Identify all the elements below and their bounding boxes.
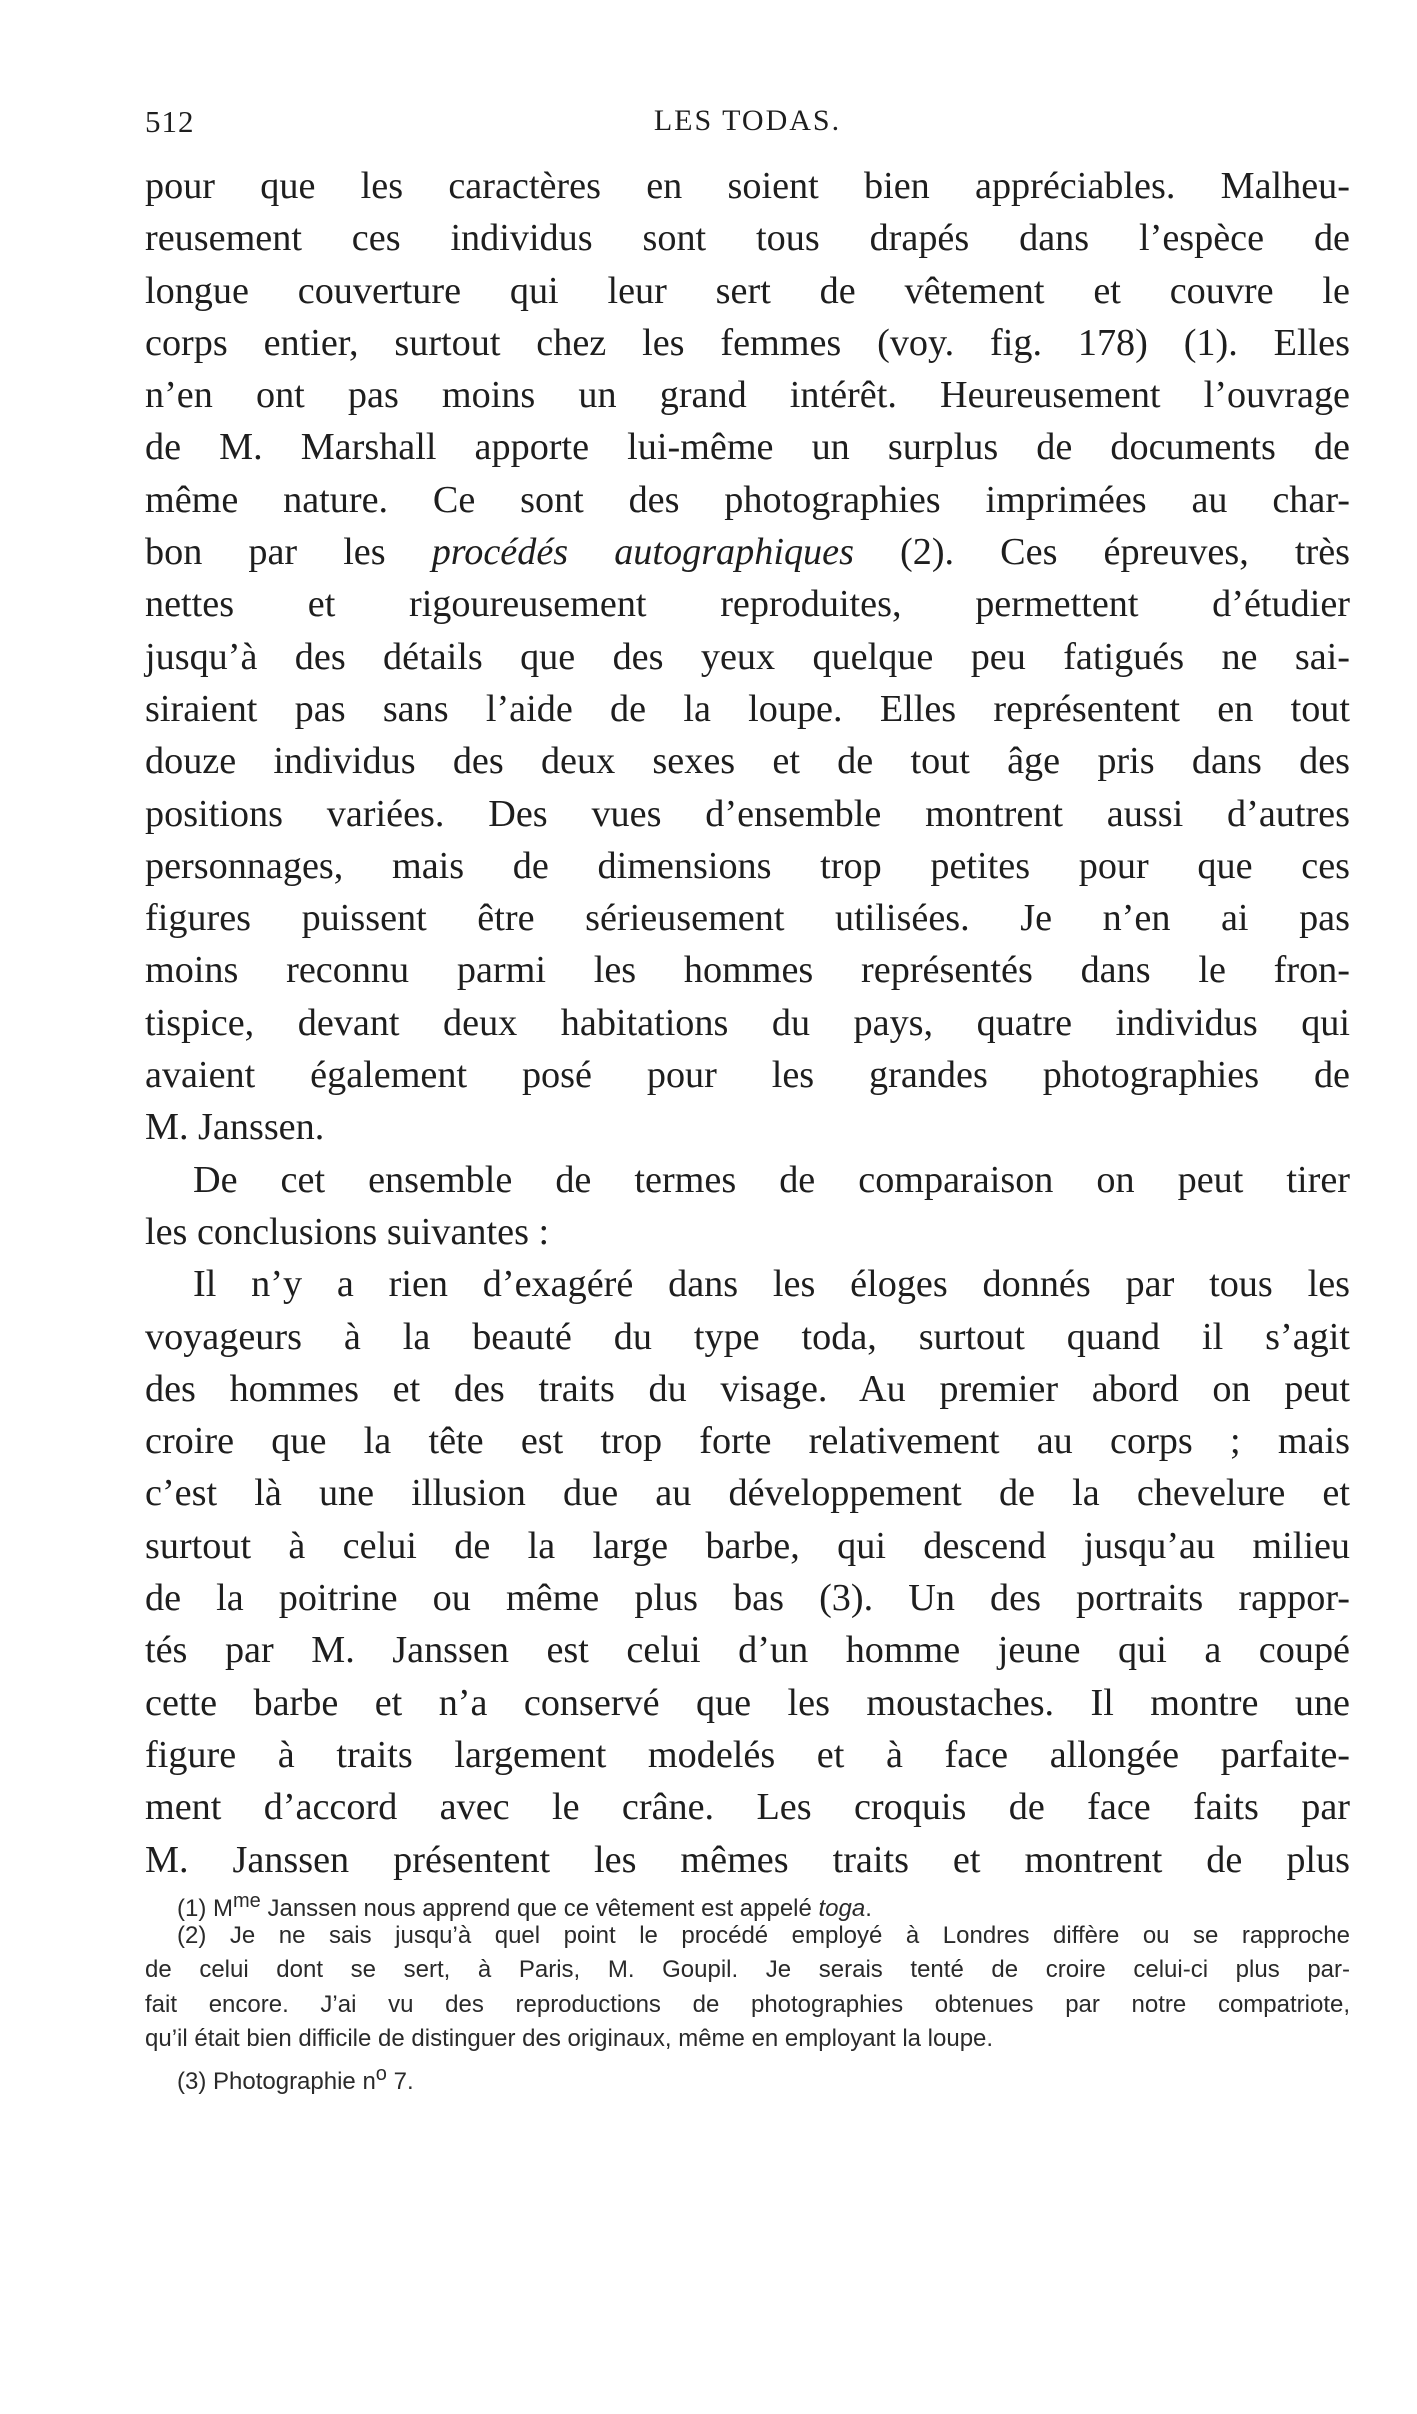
text-line: siraient pas sans l’aide de la loupe. Elles représentent en tout	[145, 687, 1350, 730]
text-line: figures puissent être sérieusement utilisées. Je n’en ai pas	[145, 897, 1350, 940]
text-line: pour que les caractères en soient bien appréciables. Malheu-	[145, 165, 1350, 207]
text-fragment: (2). Ces épreuves, très	[853, 531, 1351, 574]
text-line: M. Janssen présentent les mêmes traits et montrent de plus	[145, 1838, 1350, 1881]
text-line: c’est là une illusion due au développement de la chevelure et	[145, 1472, 1350, 1515]
footnote-1	[145, 1884, 1350, 1922]
text-line: figure à traits largement modelés et à face allongée parfaite-	[145, 1733, 1350, 1776]
text-line: personnages, mais de dimensions trop petites pour que ces	[145, 844, 1350, 887]
superscript: o	[375, 2062, 387, 2085]
text-line: tés par M. Janssen est celui d’un homme jeune qui a coupé	[145, 1629, 1350, 1672]
text-line: les conclusions suivantes :	[145, 1210, 550, 1253]
text-line: positions variées. Des vues d’ensemble montrent aussi d’autres	[145, 792, 1350, 835]
text-line: reusement ces individus sont tous drapés dans l’espèce de	[145, 217, 1350, 260]
text-line: nettes et rigoureusement reproduites, permettent d’étudier	[145, 583, 1350, 626]
text-line: de la poitrine ou même plus bas (3). Un des portraits rappor-	[145, 1577, 1350, 1620]
text-line: croire que la tête est trop forte relativement au corps ; mais	[145, 1420, 1350, 1463]
text-fragment: (1) M	[177, 1895, 233, 1922]
text-line: jusqu’à des détails que des yeux quelque peu fatigués ne sai-	[145, 635, 1350, 678]
footnotes	[145, 1884, 1350, 2095]
text-line: surtout à celui de la large barbe, qui descend jusqu’au milieu	[145, 1524, 1350, 1567]
text-line: cette barbe et n’a conservé que les moustaches. Il montre une	[145, 1681, 1350, 1724]
text-line: ment d’accord avec le crâne. Les croquis de face faits par	[145, 1786, 1350, 1829]
text-line: douze individus des deux sexes et de tout âge pris dans des	[145, 740, 1350, 783]
text-line: corps entier, surtout chez les femmes (voy. fig. 178) (1). Elles	[145, 321, 1350, 364]
text-fragment: .	[865, 1895, 872, 1922]
footnote-3	[145, 2057, 1350, 2095]
footnote-2-line: de celui dont se sert, à Paris, M. Goupil. Je serais tenté de croire celui-ci plus par-	[145, 1956, 1350, 1983]
text-line: M. Janssen.	[145, 1106, 325, 1149]
text-fragment: 7.	[386, 2067, 414, 2095]
text-fragment: Janssen nous apprend que ce vêtement est appelé	[260, 1895, 819, 1922]
text-fragment: (3) Photographie n	[177, 2067, 376, 2095]
text-line: n’en ont pas moins un grand intérêt. Heureusement l’ouvrage	[145, 374, 1350, 417]
italic-term: toga	[818, 1895, 866, 1922]
footnote-2-line: qu’il était bien difficile de distinguer des originaux, même en employant la loupe.	[145, 2025, 994, 2052]
text-line: des hommes et des traits du visage. Au premier abord on peut	[145, 1367, 1350, 1410]
text-line: Il n’y a rien d’exagéré dans les éloges donnés par tous les	[193, 1263, 1350, 1306]
footnote-2-line: fait encore. J’ai vu des reproductions de photographies obtenues par notre compatriote,	[145, 1990, 1350, 2018]
italic-term: procédés autographiques	[431, 531, 854, 574]
footnote-2-line: (2) Je ne sais jusqu’à quel point le procédé employé à Londres diffère ou se rapproche	[177, 1921, 1350, 1949]
text-line: moins reconnu parmi les hommes représentés dans le fron-	[145, 949, 1350, 992]
text-line-with-italic	[145, 526, 1350, 578]
page-number: 512	[145, 104, 195, 139]
text-line: De cet ensemble de termes de comparaison on peut tirer	[193, 1158, 1350, 1201]
body-text	[145, 160, 1350, 1886]
text-line: voyageurs à la beauté du type toda, surtout quand il s’agit	[145, 1315, 1350, 1358]
text-line: tispice, devant deux habitations du pays, quatre individus qui	[145, 1001, 1350, 1044]
text-line: de M. Marshall apporte lui-même un surplus de documents de	[145, 426, 1350, 469]
running-title: LES TODAS.	[653, 104, 842, 137]
text-line: longue couverture qui leur sert de vêtement et couvre le	[145, 269, 1350, 312]
text-fragment: bon par les	[145, 531, 432, 574]
page-header	[145, 104, 1350, 148]
superscript: me	[233, 1890, 261, 1912]
text-line: avaient également posé pour les grandes photographies de	[145, 1054, 1350, 1097]
text-line: même nature. Ce sont des photographies imprimées au char-	[145, 478, 1350, 521]
